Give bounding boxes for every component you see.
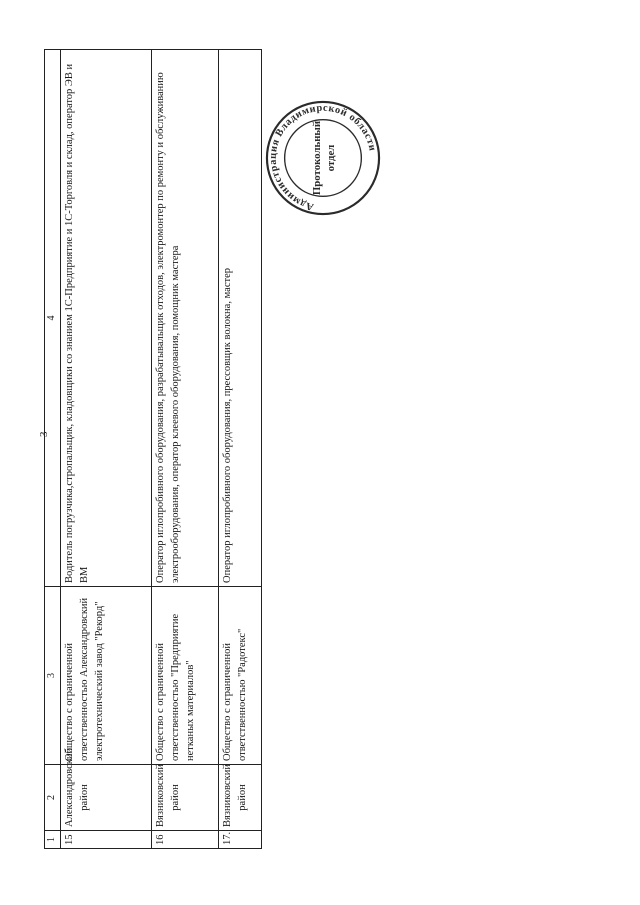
enterprises-table xyxy=(44,49,262,849)
column-header: 1 xyxy=(45,831,61,849)
row-number: 16 xyxy=(151,831,218,849)
page-number: 3 xyxy=(38,431,50,437)
stamp-ring-label: Администрация Владимирской области xyxy=(267,102,378,213)
row-number: 17. xyxy=(218,831,261,849)
table-row xyxy=(151,50,218,849)
professions-cell: Водитель погрузчика,стропальщик, кладовщики со знанием 1С-Предприятие и 1С-Торговля и склад, оператор ЭВ и ВМ xyxy=(60,50,151,587)
row-number: 15 xyxy=(60,831,151,849)
column-header: 2 xyxy=(45,765,61,831)
organization-cell: Общество с ограниченной ответственностью Александровский электротехнический завод "Рекорд" xyxy=(60,587,151,765)
column-header: 4 xyxy=(45,50,61,587)
table-header-row xyxy=(45,50,61,849)
district-cell: Александровский район xyxy=(60,765,151,831)
professions-cell: Оператор иглопробивного оборудования, разрабатывальщик отходов, электромонтер по ремонту и обслуживанию электрооборудования, оператор клеевого оборудования, помощник мастера xyxy=(151,50,218,587)
table-row xyxy=(60,50,151,849)
column-header: 3 xyxy=(45,587,61,765)
stamp-center-line2: отдел xyxy=(324,144,337,172)
stamp-center-line1: Протокольный xyxy=(311,120,324,196)
official-stamp xyxy=(264,99,382,217)
district-cell: Вязниковский район xyxy=(151,765,218,831)
organization-cell: Общество с ограниченной ответственностью "Радотекс" xyxy=(218,587,261,765)
organization-cell: Общество с ограниченной ответственностью "Предприятие нетканых материалов" xyxy=(151,587,218,765)
district-cell: Вязниковский район xyxy=(218,765,261,831)
table-row xyxy=(218,50,261,849)
professions-cell: Оператор иглопробивного оборудования, прессовщик волокна, мастер xyxy=(218,50,261,587)
